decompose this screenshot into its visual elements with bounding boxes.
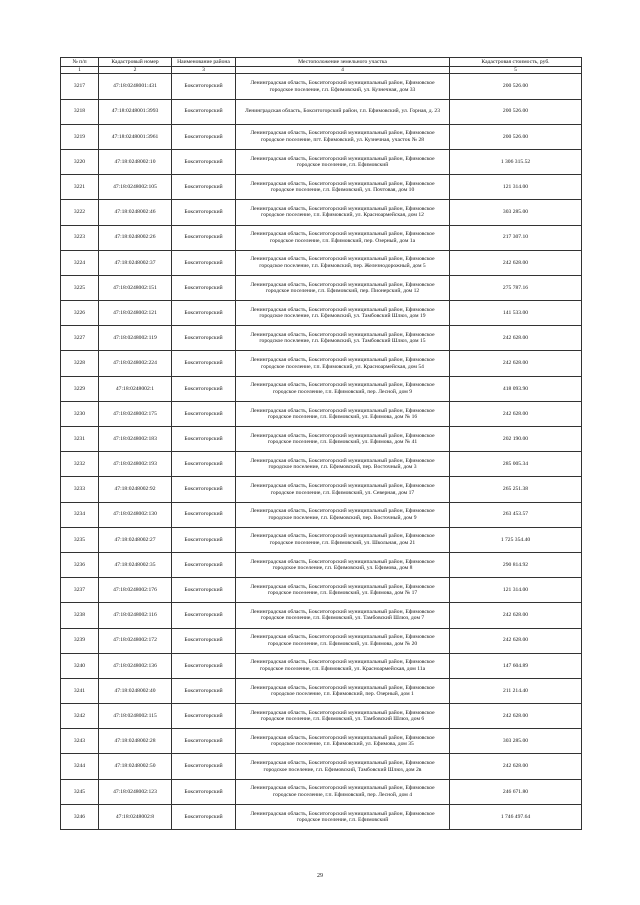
location-cell: Ленинградская область, Бокситогорский муниципальный район, Ефимовское городское поселение, г.п. Ефимовский, ул. Ефимова, дом № 20: [236, 628, 450, 653]
cadastral-number-cell: 47:18:0248002:176: [99, 578, 172, 603]
cost-cell: 147 604.89: [450, 653, 582, 678]
cost-cell: 242 628.00: [450, 326, 582, 351]
cadastral-number-cell: 47:18:0248002:10: [99, 149, 172, 174]
district-cell: Бокситогорский: [172, 527, 236, 552]
cadastral-number-cell: 47:18:0248002:1: [99, 376, 172, 401]
cost-cell: 303 285.00: [450, 729, 582, 754]
cost-cell: 265 251.38: [450, 477, 582, 502]
district-cell: Бокситогорский: [172, 628, 236, 653]
district-cell: Бокситогорский: [172, 452, 236, 477]
table-row: [61, 704, 582, 729]
row-number-cell: 3224: [61, 250, 99, 275]
row-number-cell: 3230: [61, 401, 99, 426]
location-cell: Ленинградская область, Бокситогорский муниципальный район, Ефимовское городское поселение, г.п. Ефимовский, ул. Красноармейская, дом 11а: [236, 653, 450, 678]
table-row: [61, 552, 582, 577]
cost-cell: 242 628.00: [450, 754, 582, 779]
table-row: [61, 225, 582, 250]
cadastral-number-cell: 47:18:0248002:37: [99, 250, 172, 275]
row-number-cell: 3225: [61, 275, 99, 300]
table-row: [61, 754, 582, 779]
cadastral-number-cell: 47:18:0248002:183: [99, 427, 172, 452]
table-row: [61, 452, 582, 477]
cadastral-number-cell: 47:18:0248002:224: [99, 351, 172, 376]
cost-cell: 242 628.00: [450, 704, 582, 729]
page-number: 29: [317, 873, 323, 879]
row-number-cell: 3220: [61, 149, 99, 174]
district-cell: Бокситогорский: [172, 477, 236, 502]
cadastral-number-cell: 47:18:0248002:46: [99, 200, 172, 225]
row-number-cell: 3222: [61, 200, 99, 225]
cadastral-number-cell: 47:18:0248002:28: [99, 729, 172, 754]
location-cell: Ленинградская область, Бокситогорский муниципальный район, Ефимовское городское поселение, г.п. Ефимовский, ул. Красноармейская, дом 12: [236, 200, 450, 225]
table-row: [61, 301, 582, 326]
table-row: [61, 250, 582, 275]
cadastral-number-cell: 47:18:0248002:130: [99, 502, 172, 527]
cost-cell: 1 306 315.52: [450, 149, 582, 174]
cadastral-number-cell: 47:18:0248002:116: [99, 603, 172, 628]
row-number-cell: 3217: [61, 74, 99, 99]
cadastral-number-cell: 47:18:0248002:92: [99, 477, 172, 502]
row-number-cell: 3246: [61, 804, 99, 829]
row-number-cell: 3226: [61, 301, 99, 326]
cost-cell: 246 671.80: [450, 779, 582, 804]
location-cell: Ленинградская область, Бокситогорский муниципальный район, Ефимовское городское поселение, г.п. Ефимовский, ул. Ефимова, дом № 16: [236, 401, 450, 426]
cadastral-number-cell: 47:18:0248002:8: [99, 804, 172, 829]
row-number-cell: 3233: [61, 477, 99, 502]
row-number-cell: 3242: [61, 704, 99, 729]
table-row: [61, 175, 582, 200]
cadastral-number-cell: 47:18:0248002:151: [99, 275, 172, 300]
cost-cell: 217 307.10: [450, 225, 582, 250]
cost-cell: 290 814.92: [450, 552, 582, 577]
column-number: 4: [236, 67, 450, 74]
table-row: [61, 99, 582, 124]
cadastral-number-cell: 47:18:0248002:26: [99, 225, 172, 250]
table-row: [61, 376, 582, 401]
table-row: [61, 779, 582, 804]
table-row: [61, 603, 582, 628]
cadastral-number-cell: 47:18:0248001:3993: [99, 99, 172, 124]
district-cell: Бокситогорский: [172, 729, 236, 754]
district-cell: Бокситогорский: [172, 754, 236, 779]
cadastral-number-cell: 47:18:0248002:193: [99, 452, 172, 477]
location-cell: Ленинградская область, Бокситогорский муниципальный район, Ефимовское городское поселение, г.п. Ефимовский, ул. Тамбовский Шлюз, дом 6: [236, 704, 450, 729]
location-cell: Ленинградская область, Бокситогорский муниципальный район, Ефимовское городское поселение, г.п. Ефимовский, ул. Ефимова, дом № 17: [236, 578, 450, 603]
cost-cell: 285 005.34: [450, 452, 582, 477]
location-cell: Ленинградская область, Бокситогорский муниципальный район, Ефимовское городское поселение, г.п. Ефимовский: [236, 149, 450, 174]
column-number: 3: [172, 67, 236, 74]
location-cell: Ленинградская область, Бокситогорский муниципальный район, Ефимовское городское поселение, г.п. Ефимовский: [236, 804, 450, 829]
cadastral-number-cell: 47:18:0248002:175: [99, 401, 172, 426]
cadastral-number-cell: 47:18:0248002:27: [99, 527, 172, 552]
location-cell: Ленинградская область, Бокситогорский муниципальный район, Ефимовское городское поселение, г.п. Ефимовский, ул. Тамбовский Шлюз, дом 19: [236, 301, 450, 326]
row-number-cell: 3221: [61, 175, 99, 200]
row-number-cell: 3227: [61, 326, 99, 351]
table-row: [61, 729, 582, 754]
district-cell: Бокситогорский: [172, 124, 236, 149]
cost-cell: 200 526.00: [450, 124, 582, 149]
location-cell: Ленинградская область, Бокситогорский муниципальный район, Ефимовское городское поселение, г.п. Ефимовский, Тамбовский Шлюз, дом 2в: [236, 754, 450, 779]
location-cell: Ленинградская область, Бокситогорский муниципальный район, Ефимовское городское поселение, г.п. Ефимовский, пер. Восточный, дом 9: [236, 502, 450, 527]
district-cell: Бокситогорский: [172, 74, 236, 99]
location-cell: Ленинградская область, Бокситогорский муниципальный район, Ефимовское городское поселение, г.п. Ефимовский, ул. Красноармейская, дом 54: [236, 351, 450, 376]
header-location: Местоположение земельного участка: [236, 58, 450, 67]
cost-cell: 263 453.57: [450, 502, 582, 527]
table-body: [61, 74, 582, 830]
district-cell: Бокситогорский: [172, 603, 236, 628]
district-cell: Бокситогорский: [172, 502, 236, 527]
location-cell: Ленинградская область, Бокситогорский муниципальный район, Ефимовское городское поселение, г.п. Ефимовский, ул. Тамбовский Шлюз, дом 15: [236, 326, 450, 351]
row-number-cell: 3232: [61, 452, 99, 477]
row-number-cell: 3234: [61, 502, 99, 527]
cost-cell: 121 314.00: [450, 578, 582, 603]
table-row: [61, 678, 582, 703]
cost-cell: 141 533.00: [450, 301, 582, 326]
table-header-row: [61, 58, 582, 67]
table-row: [61, 477, 582, 502]
table-row: [61, 653, 582, 678]
district-cell: Бокситогорский: [172, 376, 236, 401]
district-cell: Бокситогорский: [172, 200, 236, 225]
location-cell: Ленинградская область, Бокситогорский муниципальный район, Ефимовское городское поселение, г.п. Ефимовский, ул. Ефимова, дом 8: [236, 552, 450, 577]
cost-cell: 202 190.00: [450, 427, 582, 452]
cost-cell: 242 628.00: [450, 250, 582, 275]
location-cell: Ленинградская область, Бокситогорский муниципальный район, Ефимовское городское поселение, пгт. Ефимовский, ул. Кузнечная, участок № 28: [236, 124, 450, 149]
district-cell: Бокситогорский: [172, 804, 236, 829]
location-cell: Ленинградская область, Бокситогорский район, г.п. Ефимовский, ул. Горная, д. 23: [236, 99, 450, 124]
cost-cell: 242 628.00: [450, 401, 582, 426]
table-row: [61, 628, 582, 653]
row-number-cell: 3237: [61, 578, 99, 603]
cadastral-number-cell: 47:18:0248002:40: [99, 678, 172, 703]
location-cell: Ленинградская область, Бокситогорский муниципальный район, Ефимовское городское поселение, г.п. Ефимовский, ул. Тамбовский Шлюз, дом 7: [236, 603, 450, 628]
location-cell: Ленинградская область, Бокситогорский муниципальный район, Ефимовское городское поселение, г.п. Ефимовский, пер. Лесной, дом 4: [236, 779, 450, 804]
location-cell: Ленинградская область, Бокситогорский муниципальный район, Ефимовское городское поселение, г.п. Ефимовский, ул. Ефимова, дом 35: [236, 729, 450, 754]
district-cell: Бокситогорский: [172, 301, 236, 326]
table-row: [61, 804, 582, 829]
table-row: [61, 74, 582, 99]
cadastral-cost-table: [60, 57, 582, 830]
cadastral-number-cell: 47:18:0248001:3961: [99, 124, 172, 149]
location-cell: Ленинградская область, Бокситогорский муниципальный район, Ефимовское городское поселение, г.п. Ефимовский, пер. Восточный, дом 3: [236, 452, 450, 477]
header-district: Наименование района: [172, 58, 236, 67]
cadastral-number-cell: 47:18:0248002:50: [99, 754, 172, 779]
table-row: [61, 124, 582, 149]
district-cell: Бокситогорский: [172, 149, 236, 174]
row-number-cell: 3239: [61, 628, 99, 653]
table-row: [61, 502, 582, 527]
district-cell: Бокситогорский: [172, 351, 236, 376]
cost-cell: 200 526.00: [450, 99, 582, 124]
row-number-cell: 3235: [61, 527, 99, 552]
table-row: [61, 275, 582, 300]
cost-cell: 121 314.00: [450, 175, 582, 200]
row-number-cell: 3218: [61, 99, 99, 124]
table-row: [61, 351, 582, 376]
district-cell: Бокситогорский: [172, 704, 236, 729]
cost-cell: 211 214.40: [450, 678, 582, 703]
table-row: [61, 527, 582, 552]
column-number: 2: [99, 67, 172, 74]
cadastral-number-cell: 47:18:0248002:121: [99, 301, 172, 326]
cadastral-number-cell: 47:18:0248002:172: [99, 628, 172, 653]
table-row: [61, 200, 582, 225]
location-cell: Ленинградская область, Бокситогорский муниципальный район, Ефимовское городское поселение, г.п. Ефимовский, пер. Озерный, дом 1а: [236, 225, 450, 250]
district-cell: Бокситогорский: [172, 552, 236, 577]
row-number-cell: 3244: [61, 754, 99, 779]
location-cell: Ленинградская область, Бокситогорский муниципальный район, Ефимовское городское поселение, г.п. Ефимовский, ул. Северная, дом 17: [236, 477, 450, 502]
table-row: [61, 578, 582, 603]
row-number-cell: 3245: [61, 779, 99, 804]
cadastral-number-cell: 47:18:0248002:105: [99, 175, 172, 200]
cost-cell: 242 628.00: [450, 603, 582, 628]
cadastral-number-cell: 47:18:0248001:431: [99, 74, 172, 99]
location-cell: Ленинградская область, Бокситогорский муниципальный район, Ефимовское городское поселение, г.п. Ефимовский, пер. Пионерский, дом 12: [236, 275, 450, 300]
row-number-cell: 3231: [61, 427, 99, 452]
cadastral-number-cell: 47:18:0248002:35: [99, 552, 172, 577]
district-cell: Бокситогорский: [172, 250, 236, 275]
table-row: [61, 149, 582, 174]
table-row: [61, 326, 582, 351]
cost-cell: 1 746 497.64: [450, 804, 582, 829]
table-row: [61, 427, 582, 452]
header-number: № п/п: [61, 58, 99, 67]
district-cell: Бокситогорский: [172, 427, 236, 452]
row-number-cell: 3223: [61, 225, 99, 250]
location-cell: Ленинградская область, Бокситогорский муниципальный район, Ефимовское городское поселение, г.п. Ефимовский, ул. Ефимова, дом № 41: [236, 427, 450, 452]
cost-cell: 242 628.00: [450, 628, 582, 653]
district-cell: Бокситогорский: [172, 275, 236, 300]
location-cell: Ленинградская область, Бокситогорский муниципальный район, Ефимовское городское поселение, г.п. Ефимовский, ул. Почтовая, дом 10: [236, 175, 450, 200]
location-cell: Ленинградская область, Бокситогорский муниципальный район, Ефимовское городское поселение, г.п. Ефимовский, ул. Школьная, дом 21: [236, 527, 450, 552]
row-number-cell: 3238: [61, 603, 99, 628]
column-number: 5: [450, 67, 582, 74]
district-cell: Бокситогорский: [172, 326, 236, 351]
district-cell: Бокситогорский: [172, 175, 236, 200]
district-cell: Бокситогорский: [172, 578, 236, 603]
table-row: [61, 401, 582, 426]
cost-cell: 1 725 354.40: [450, 527, 582, 552]
cost-cell: 418 093.90: [450, 376, 582, 401]
district-cell: Бокситогорский: [172, 779, 236, 804]
cadastral-number-cell: 47:18:0248002:115: [99, 704, 172, 729]
district-cell: Бокситогорский: [172, 99, 236, 124]
district-cell: Бокситогорский: [172, 225, 236, 250]
district-cell: Бокситогорский: [172, 653, 236, 678]
cadastral-number-cell: 47:18:0248002:119: [99, 326, 172, 351]
row-number-cell: 3243: [61, 729, 99, 754]
cadastral-number-cell: 47:18:0248002:123: [99, 779, 172, 804]
location-cell: Ленинградская область, Бокситогорский муниципальный район, Ефимовское городское поселение, г.п. Ефимовский, пер. Железнодорожный, дом 5: [236, 250, 450, 275]
row-number-cell: 3228: [61, 351, 99, 376]
row-number-cell: 3240: [61, 653, 99, 678]
header-cost: Кадастровая стоимость, руб.: [450, 58, 582, 67]
row-number-cell: 3241: [61, 678, 99, 703]
row-number-cell: 3219: [61, 124, 99, 149]
cadastral-number-cell: 47:18:0248002:136: [99, 653, 172, 678]
column-number-row: [61, 67, 582, 74]
district-cell: Бокситогорский: [172, 678, 236, 703]
cost-cell: 303 285.00: [450, 200, 582, 225]
row-number-cell: 3229: [61, 376, 99, 401]
column-number: 1: [61, 67, 99, 74]
header-cadastral-number: Кадастровый номер: [99, 58, 172, 67]
location-cell: Ленинградская область, Бокситогорский муниципальный район, Ефимовское городское поселение, г.п. Ефимовский, пер. Озерный, дом 1: [236, 678, 450, 703]
location-cell: Ленинградская область, Бокситогорский муниципальный район, Ефимовское городское поселение, г.п. Ефимовский, ул. Кузнечная, дом 33: [236, 74, 450, 99]
district-cell: Бокситогорский: [172, 401, 236, 426]
cost-cell: 200 526.00: [450, 74, 582, 99]
cost-cell: 275 787.16: [450, 275, 582, 300]
cost-cell: 242 628.00: [450, 351, 582, 376]
location-cell: Ленинградская область, Бокситогорский муниципальный район, Ефимовское городское поселение, г.п. Ефимовский, пер. Лесной, дом 9: [236, 376, 450, 401]
row-number-cell: 3236: [61, 552, 99, 577]
